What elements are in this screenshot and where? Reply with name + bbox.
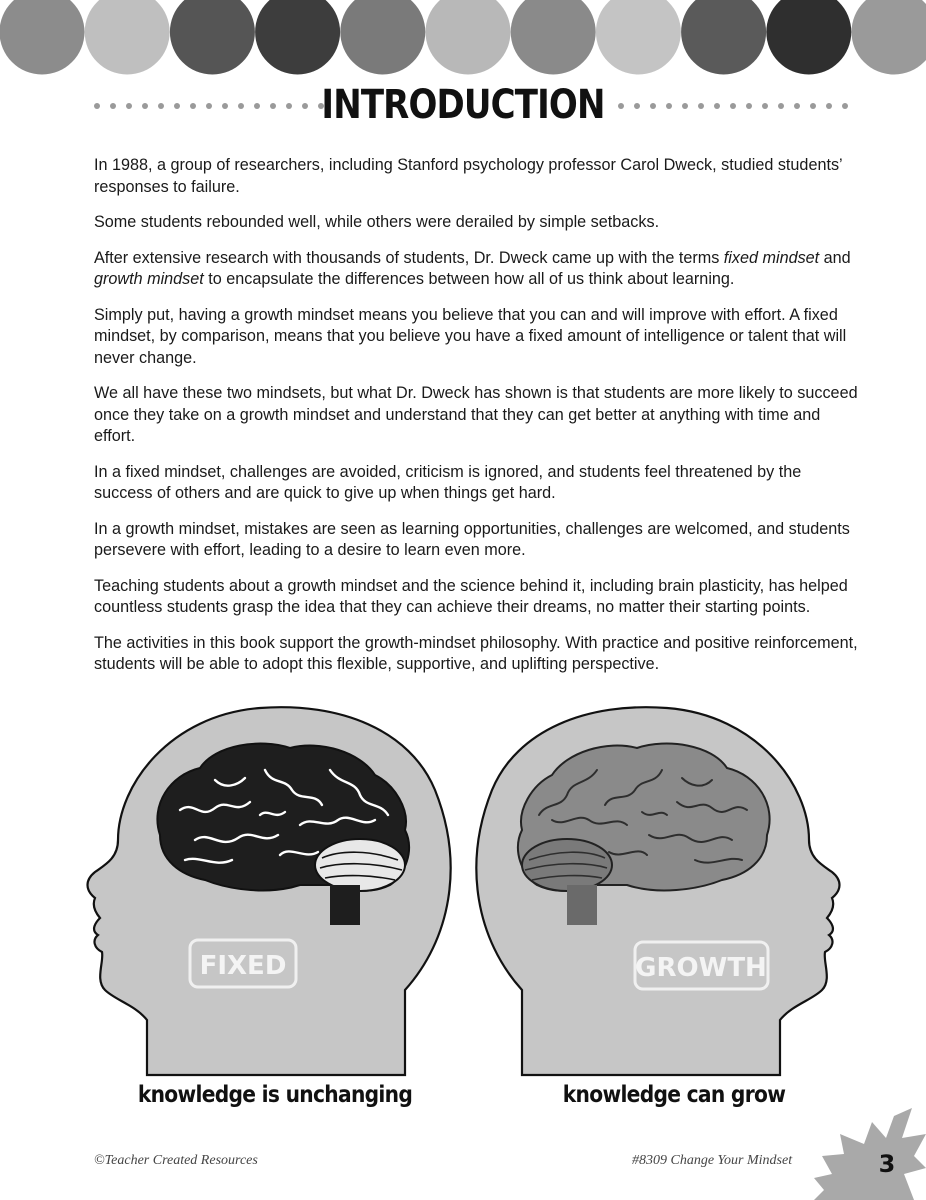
growth-cerebellum [522,839,612,891]
border-circle [85,0,170,75]
rule-dot [826,103,832,109]
paragraph-6: In a fixed mindset, challenges are avoided, criticism is ignored, and students feel threatened by the success of others and are quick to give up when things get hard. [94,462,802,502]
term-growth-mindset: growth mindset [94,270,204,288]
fixed-label: FIXED [199,951,287,981]
rule-dot [730,103,736,109]
term-fixed-mindset: fixed mindset [723,248,820,267]
rule-dot [810,103,816,109]
paragraph-1: In 1988, a group of researchers, including Stanford psychology professor Carol Dweck, studied students’ responses to failure. [94,156,843,196]
paragraph-9: The activities in this book support the growth-mindset philosophy. With practice and positive reinforcement, students will be able to adopt this flexible, supportive, and uplifting perspective. [94,633,858,673]
rule-dot [666,103,672,109]
border-circle [426,0,511,75]
rule-dot [650,103,656,109]
paragraph-8: Teaching students about a growth mindset and the science behind it, including brain plasticity, has helped countless students grasp the idea that they can achieve their dreams, no matter their starting points. [94,576,848,616]
border-circle [170,0,255,75]
decorative-circle-border [0,0,926,76]
fixed-caption: knowledge is unchanging [137,1082,413,1108]
border-circle [596,0,681,75]
rule-dot [714,103,720,109]
paragraph-3-part-1: After extensive research with thousands of students, Dr. Dweck came up with the terms [94,248,724,267]
paragraph-4: Simply put, having a growth mindset means you believe that you can and will improve with effort. A fixed mindset, by comparison, means that you believe you have a fixed amount of intelligence or talent that will never change. [94,305,847,367]
rule-dot [682,103,688,109]
mindset-illustration [0,690,926,1080]
growth-label: GROWTH [635,953,767,983]
introduction-body [94,155,864,690]
border-circle [0,0,85,75]
growth-caption: knowledge can grow [562,1082,786,1108]
rule-dot [778,103,784,109]
border-circle [511,0,596,75]
growth-brain-stem [567,885,597,925]
paragraph-5: We all have these two mindsets, but what Dr. Dweck has shown is that students are more likely to succeed once they take on a growth mindset and understand that they can get better at anything with time and effort. [94,384,858,445]
fixed-brain-stem [330,885,360,925]
page-number-starburst-icon [814,1108,926,1200]
border-circle [340,0,425,75]
fixed-cerebellum [315,839,405,891]
border-circle [766,0,851,75]
rule-dot [618,103,624,109]
border-circle [852,0,926,75]
rule-dot [746,103,752,109]
title-row [0,76,926,136]
rule-dot [842,103,848,109]
footer-book-title: #8309 Change Your Mindset [632,1153,793,1168]
page-title: INTRODUCTION [321,82,605,128]
paragraph-3 [94,248,864,291]
fixed-head [88,707,451,1075]
rule-dot [794,103,800,109]
paragraph-3-part-3: to encapsulate the differences between how all of us think about learning. [203,270,735,288]
footer-copyright: ©Teacher Created Resources [94,1153,258,1168]
rule-dot [634,103,640,109]
paragraph-7: In a growth mindset, mistakes are seen as learning opportunities, challenges are welcomed, and students persevere with effort, leading to a desire to learn even more. [94,519,850,559]
growth-head [476,707,839,1075]
rule-dot [762,103,768,109]
paragraph-3-part-2: and [819,248,851,267]
rule-dot [698,103,704,109]
dotted-rule-right [618,103,858,109]
border-circle [255,0,340,75]
paragraph-2: Some students rebounded well, while others were derailed by simple setbacks. [94,213,660,231]
border-circle [681,0,766,75]
page-number: 3 [878,1150,896,1178]
